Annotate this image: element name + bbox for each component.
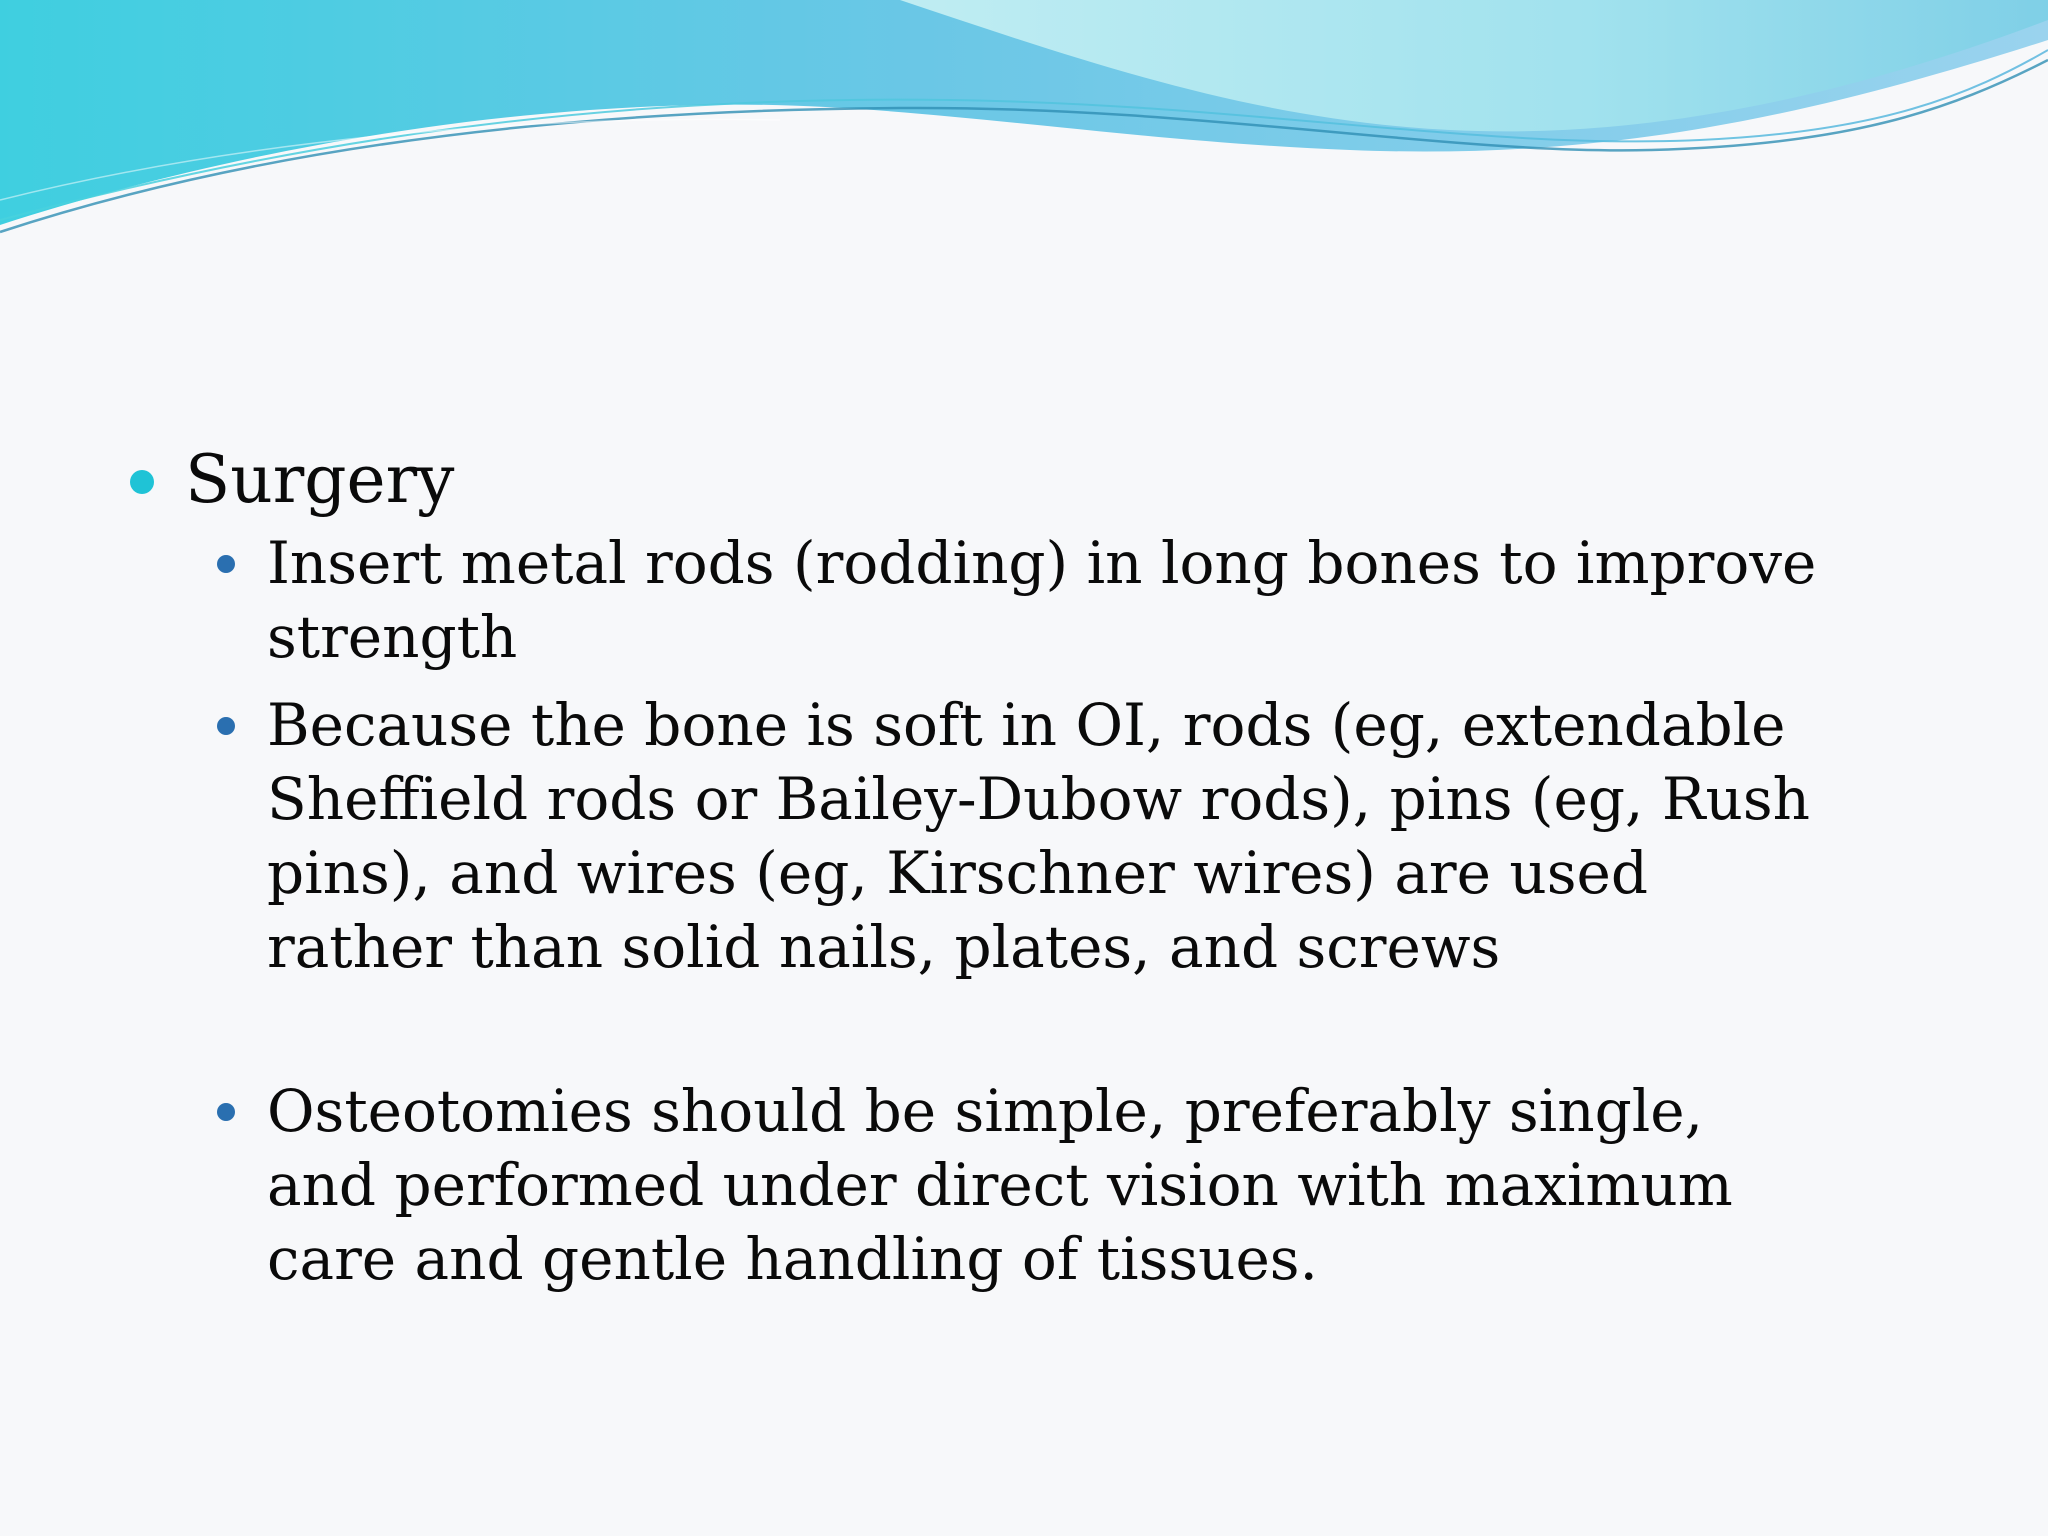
bullet-dot-icon	[217, 555, 235, 573]
bullet-dot-icon	[217, 1103, 235, 1121]
sub-bullet-text: Osteotomies should be simple, preferably single, and performed under direct vision with maximum care and gentle handling of tissues.	[267, 1077, 1733, 1293]
decorative-wave-header	[0, 0, 2048, 240]
sub-bullet-item	[125, 688, 1825, 984]
sub-bullet-item	[125, 1074, 1825, 1296]
sub-bullet-text: Because the bone is soft in OI, rods (eg, extendable Sheffield rods or Bailey-Dubow rods), pins (eg, Rush pins), and wires (eg, Kirschner wires) are used rather than solid nails, plates, and screws	[267, 691, 1811, 981]
sub-bullet-text: Insert metal rods (rodding) in long bones to improve strength	[267, 529, 1817, 671]
bullet-dot-icon	[130, 470, 154, 494]
sub-bullet-list	[125, 526, 1945, 1296]
bullet-item-surgery	[125, 438, 1945, 522]
slide-body	[125, 438, 1945, 1296]
sub-bullet-item	[125, 526, 1825, 674]
bullet-dot-icon	[217, 717, 235, 735]
bullet-text: Surgery	[185, 441, 455, 518]
